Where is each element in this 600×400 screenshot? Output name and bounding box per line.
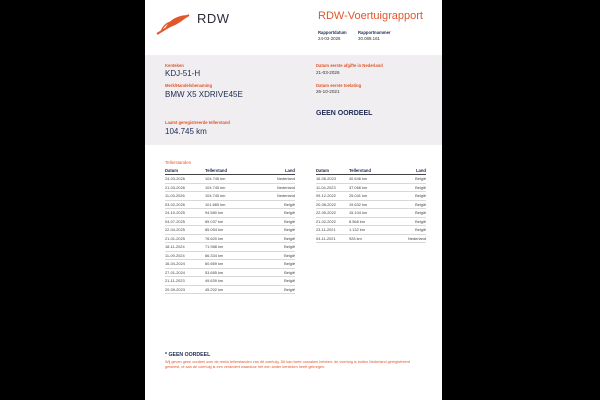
header-tellerstand: Tellerstand (349, 167, 389, 175)
table-row (165, 209, 295, 218)
cell-land: België (389, 217, 426, 226)
table-row (316, 175, 426, 184)
cell-tellerstand: 104.745 km (205, 175, 253, 184)
cell-land: Nederland (389, 234, 426, 243)
table-row (165, 217, 295, 226)
table-row (165, 183, 295, 192)
cell-datum: 04-07-2025 (165, 217, 205, 226)
table-row (165, 277, 295, 286)
cell-tellerstand: 101.669 km (205, 200, 253, 209)
table-row (165, 200, 295, 209)
cell-tellerstand: 49.639 km (205, 277, 253, 286)
cell-tellerstand: 1.132 km (349, 226, 389, 235)
cell-tellerstand: 89.037 km (205, 217, 253, 226)
toelating-label: Datum eerste toelating (316, 83, 362, 88)
cell-datum: 18-11-2024 (165, 243, 205, 252)
table-row (316, 200, 426, 209)
table-row (316, 209, 426, 218)
header-land: Land (253, 167, 295, 175)
tellerstand-value: 104.745 km (165, 127, 207, 136)
table-row (165, 234, 295, 243)
cell-datum: 11-03-2026 (165, 192, 205, 201)
rdw-logo-icon (155, 12, 191, 36)
cell-datum: 24-10-2025 (165, 209, 205, 218)
cell-land: België (253, 226, 295, 235)
afgifte-label: Datum eerste afgifte in Nederland (316, 63, 383, 68)
header-tellerstand: Tellerstand (205, 167, 253, 175)
footnote-text: Wij geven geen oordeel over de reeks tellerstanden van dit voertuig. Dit kan twee oorzaken hebben: de voertuig is buiten Nederland geregistreerd geweest, of aan de voertuig is een verandert waardoor het een ander kenteken heeft gekregen. (165, 360, 411, 370)
cell-datum: 21-02-2022 (316, 217, 349, 226)
cell-datum: 21-01-2025 (165, 234, 205, 243)
cell-tellerstand: 25.041 km (349, 192, 389, 201)
cell-tellerstand: 60.669 km (205, 260, 253, 269)
cell-land: België (389, 226, 426, 235)
cell-land: België (389, 200, 426, 209)
cell-land: Nederland (253, 175, 295, 184)
tellerstand-label: Laatst geregistreerde tellerstand (165, 120, 230, 125)
rapportdatum-value: 24-03-2026 (318, 36, 341, 41)
header-land: Land (389, 167, 426, 175)
cell-tellerstand: 85.054 km (205, 226, 253, 235)
cell-tellerstand: 928 km (349, 234, 389, 243)
cell-datum: 09-12-2022 (316, 192, 349, 201)
table-header-row (316, 167, 426, 175)
cell-land: België (253, 260, 295, 269)
cell-datum: 20-09-2023 (165, 285, 205, 294)
afgifte-value: 21-03-2026 (316, 70, 340, 75)
cell-tellerstand: 94.580 km (205, 209, 253, 218)
tellerstanden-title: Tellerstanden (165, 160, 192, 165)
cell-tellerstand: 104.745 km (205, 192, 253, 201)
table-row (165, 226, 295, 235)
cell-datum: 11-04-2023 (316, 183, 349, 192)
odometer-table-right (316, 167, 426, 243)
cell-land: België (253, 234, 295, 243)
cell-datum: 27-01-2024 (165, 268, 205, 277)
cell-land: België (389, 192, 426, 201)
cell-datum: 21-11-2023 (165, 277, 205, 286)
cell-datum: 22-05-2022 (316, 209, 349, 218)
cell-datum: 03-02-2026 (165, 200, 205, 209)
cell-datum: 11-09-2024 (165, 251, 205, 260)
table-row (316, 217, 426, 226)
odometer-table-left (165, 167, 295, 294)
cell-tellerstand: 19.632 km (349, 200, 389, 209)
cell-tellerstand: 53.685 km (205, 268, 253, 277)
cell-datum: 22-04-2025 (165, 226, 205, 235)
cell-datum: 16-04-2024 (165, 260, 205, 269)
cell-datum: 04-11-2021 (316, 234, 349, 243)
cell-land: België (253, 209, 295, 218)
table-row (165, 175, 295, 184)
table-row (165, 243, 295, 252)
table-row (316, 183, 426, 192)
table-row (165, 251, 295, 260)
table-row (165, 260, 295, 269)
header-datum: Datum (316, 167, 349, 175)
table-row (165, 192, 295, 201)
table-row (165, 268, 295, 277)
cell-land: België (253, 285, 295, 294)
cell-land: België (253, 243, 295, 252)
table-row (165, 285, 295, 294)
report-title: RDW-Voertuigrapport (318, 10, 423, 22)
cell-tellerstand: 104.745 km (205, 183, 253, 192)
footnote-title: * GEEN OORDEEL (165, 352, 211, 358)
table-row (316, 192, 426, 201)
cell-land: Nederland (253, 192, 295, 201)
header-datum: Datum (165, 167, 205, 175)
cell-land: België (253, 268, 295, 277)
cell-land: België (253, 277, 295, 286)
cell-land: België (253, 251, 295, 260)
cell-datum: 21-03-2026 (165, 183, 205, 192)
table-header-row (165, 167, 295, 175)
cell-datum: 16-06-2023 (316, 175, 349, 184)
cell-land: België (253, 217, 295, 226)
cell-tellerstand: 8.568 km (349, 217, 389, 226)
merk-value: BMW X5 XDRIVE45E (165, 90, 243, 99)
report-page (145, 0, 442, 400)
cell-tellerstand: 76.620 km (205, 234, 253, 243)
cell-land: België (389, 175, 426, 184)
cell-datum: 23-11-2021 (316, 226, 349, 235)
kenteken-value: KDJ-51-H (165, 69, 201, 78)
kenteken-label: Kenteken (165, 63, 184, 68)
cell-tellerstand: 40.646 km (349, 175, 389, 184)
verdict-badge: GEEN OORDEEL (316, 110, 373, 117)
toelating-value: 26-10-2021 (316, 89, 340, 94)
rapportnummer-label: Rapportnummer (358, 30, 391, 35)
merk-label: Merk/Handelsbenaming (165, 83, 213, 88)
table-row (316, 226, 426, 235)
cell-tellerstand: 66.334 km (205, 251, 253, 260)
cell-land: België (389, 183, 426, 192)
cell-datum: 24-03-2026 (165, 175, 205, 184)
cell-land: België (253, 200, 295, 209)
cell-land: Nederland (253, 183, 295, 192)
brand-name: RDW (197, 11, 230, 26)
cell-tellerstand: 45.202 km (205, 285, 253, 294)
rapportnummer-value: 30.088.161 (358, 36, 380, 41)
cell-tellerstand: 37.066 km (349, 183, 389, 192)
cell-land: België (389, 209, 426, 218)
table-row (316, 234, 426, 243)
rapportdatum-label: Rapportdatum (318, 30, 347, 35)
cell-datum: 20-08-2022 (316, 200, 349, 209)
cell-tellerstand: 71.988 km (205, 243, 253, 252)
cell-tellerstand: 15.104 km (349, 209, 389, 218)
